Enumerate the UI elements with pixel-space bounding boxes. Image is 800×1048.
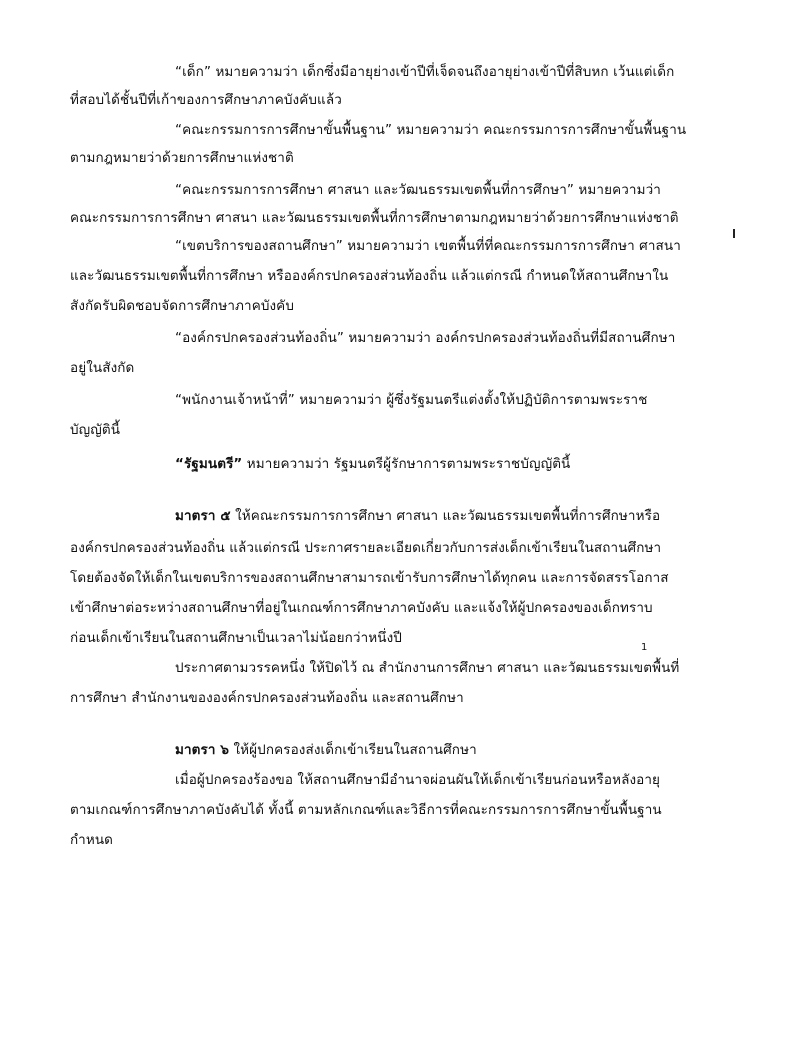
section-heading: มาตรา ๖: [175, 742, 230, 758]
definition-term: “พนักงานเจ้าหน้าที่”: [175, 392, 295, 408]
definition-text: หมายความว่า: [574, 182, 661, 198]
section-5-paragraph-2: การศึกษา สำนักงานขององค์กรปกครองส่วนท้องถิ่น และสถานศึกษา: [70, 690, 464, 706]
definition-term: “รัฐมนตรี”: [175, 456, 243, 472]
section-5-line: เข้าศึกษาต่อระหว่างสถานศึกษาที่อยู่ในเกณฑ์การศึกษาภาคบังคับ และแจ้งให้ผู้ปกครองของเด็กทราบ: [70, 600, 653, 616]
definition-continuation: ที่สอบได้ชั้นปีที่เก้าของการศึกษาภาคบังคับแล้ว: [70, 92, 342, 108]
definition-line: [175, 452, 570, 476]
section-5-line: ก่อนเด็กเข้าเรียนในสถานศึกษาเป็นเวลาไม่น้อยกว่าหนึ่งปี: [70, 630, 402, 646]
section-5-paragraph-2: ประกาศตามวรรคหนึ่ง ให้ปิดไว้ ณ สำนักงานการศึกษา ศาสนา และวัฒนธรรมเขตพื้นที่: [175, 660, 680, 676]
definition-term: “เขตบริการของสถานศึกษา”: [175, 238, 343, 254]
definition-term: “เด็ก”: [175, 64, 212, 80]
section-6-line: เมื่อผู้ปกครองร้องขอ ให้สถานศึกษามีอำนาจผ่อนผันให้เด็กเข้าเรียนก่อนหรือหลังอายุ: [175, 772, 661, 788]
definition-term: “องค์กรปกครองส่วนท้องถิ่น”: [175, 330, 345, 346]
definition-text: หมายความว่า คณะกรรมการการศึกษาขั้นพื้นฐาน: [392, 122, 687, 138]
section-6-line: ตามเกณฑ์การศึกษาภาคบังคับได้ ทั้งนี้ ตามหลักเกณฑ์และวิธีการที่คณะกรรมการการศึกษาขั้นพื้นฐาน: [70, 802, 662, 818]
section-5-first-line: [175, 504, 660, 528]
definition-continuation: คณะกรรมการการศึกษา ศาสนา และวัฒนธรรมเขตพื้นที่การศึกษาตามกฎหมายว่าด้วยการศึกษาแห่งชาติ: [70, 210, 679, 226]
margin-mark: [733, 229, 735, 238]
definition-continuation: ตามกฎหมายว่าด้วยการศึกษาแห่งชาติ: [70, 150, 294, 166]
definition-line: [175, 326, 675, 350]
section-6-line: กำหนด: [70, 832, 114, 848]
definition-text: หมายความว่า รัฐมนตรีผู้รักษาการตามพระราชบัญญัตินี้: [242, 456, 571, 472]
margin-number: 1: [641, 642, 648, 653]
section-text: ให้คณะกรรมการการศึกษา ศาสนา และวัฒนธรรมเขตพื้นที่การศึกษาหรือ: [230, 508, 661, 524]
definition-text: หมายความว่า องค์กรปกครองส่วนท้องถิ่นที่มีสถานศึกษา: [344, 330, 676, 346]
definition-line: [175, 178, 661, 202]
definition-term: “คณะกรรมการการศึกษาขั้นพื้นฐาน”: [175, 122, 393, 138]
definition-text: หมายความว่า เด็กซึ่งมีอายุย่างเข้าปีที่เจ็ดจนถึงอายุย่างเข้าปีที่สิบหก เว้นแต่เด็ก: [211, 64, 675, 80]
definition-continuation: และวัฒนธรรมเขตพื้นที่การศึกษา หรือองค์กรปกครองส่วนท้องถิ่น แล้วแต่กรณี กำหนดให้สถานศึกษาใน: [70, 268, 669, 284]
definition-line: [175, 234, 681, 258]
definition-continuation: บัญญัตินี้: [70, 422, 121, 438]
definition-term: “คณะกรรมการการศึกษา ศาสนา และวัฒนธรรมเขตพื้นที่การศึกษา”: [175, 182, 575, 198]
section-6-first-line: [175, 738, 477, 762]
section-5-line: โดยต้องจัดให้เด็กในเขตบริการของสถานศึกษาสามารถเข้ารับการศึกษาได้ทุกคน และการจัดสรรโอกาส: [70, 570, 669, 586]
section-5-line: องค์กรปกครองส่วนท้องถิ่น แล้วแต่กรณี ประกาศรายละเอียดเกี่ยวกับการส่งเด็กเข้าเรียนในสถานศึกษา: [70, 540, 662, 556]
section-heading: มาตรา ๕: [175, 508, 231, 524]
definition-continuation: อยู่ในสังกัด: [70, 360, 135, 376]
definition-continuation: สังกัดรับผิดชอบจัดการศึกษาภาคบังคับ: [70, 298, 294, 314]
definition-line: [175, 60, 674, 84]
definition-text: หมายความว่า ผู้ซึ่งรัฐมนตรีแต่งตั้งให้ปฏิบัติการตามพระราช: [294, 392, 648, 408]
definition-line: [175, 388, 647, 412]
definition-line: [175, 118, 686, 142]
section-text: ให้ผู้ปกครองส่งเด็กเข้าเรียนในสถานศึกษา: [229, 742, 477, 758]
definition-text: หมายความว่า เขตพื้นที่ที่คณะกรรมการการศึกษา ศาสนา: [342, 238, 681, 254]
